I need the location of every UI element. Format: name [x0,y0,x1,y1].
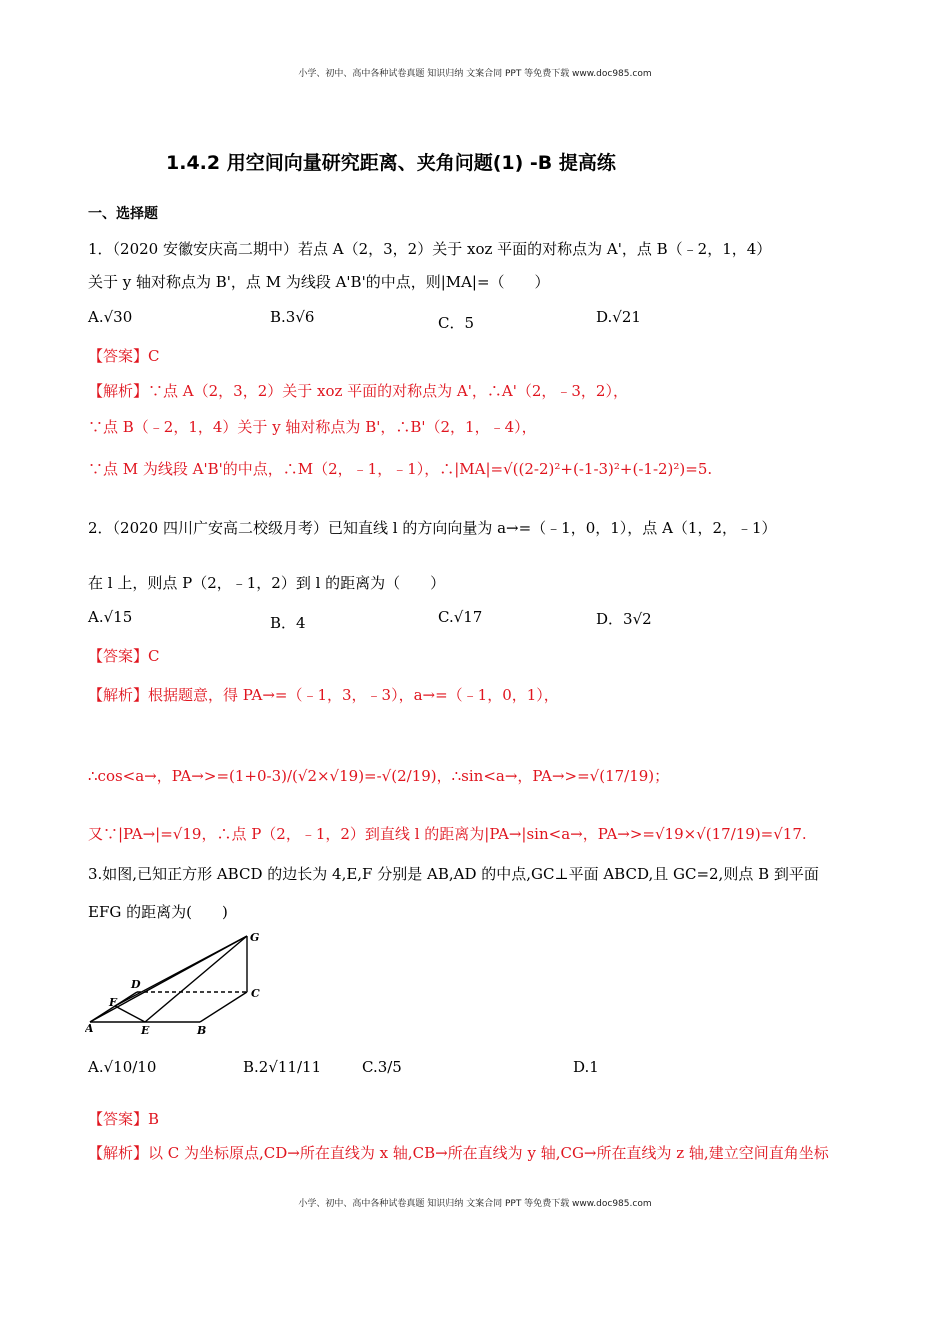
q2-explanation-2: ∴cos<a→，PA→>=(1+0-3)/(√2×√19)=-√(2/19)，∴sin<a→，PA→>=√(17/19)； [88,767,670,785]
section-heading: 一、选择题 [88,206,158,222]
q2-option-d: D．3√2 [596,610,652,628]
geometry-figure [85,928,275,1034]
page-header: 小学、初中、高中各种试卷真题 知识归纳 文案合同 PPT 等免费下载 www.doc985.com [298,69,652,79]
q2-stem-line1: 2．（2020 四川广安高二校级月考）已知直线 l 的方向向量为 a→=（﹣1，0，1），点 A（1，2，﹣1） [88,519,777,537]
q3-option-a: A.√10/10 [88,1058,157,1076]
page-footer: 小学、初中、高中各种试卷真题 知识归纳 文案合同 PPT 等免费下载 www.doc985.com [298,1199,652,1209]
page-title: 1.4.2 用空间向量研究距离、夹角问题(1) -B 提高练 [166,152,616,174]
label-a: A [85,1022,94,1034]
q3-stem-line1: 3.如图,已知正方形 ABCD 的边长为 4,E,F 分别是 AB,AD 的中点,GC⊥平面 ABCD,且 GC=2,则点 B 到平面 [88,865,819,883]
q3-explanation-1: 【解析】以 C 为坐标原点,CD→所在直线为 x 轴,CB→所在直线为 y 轴,CG→所在直线为 z 轴,建立空间直角坐标 [88,1144,829,1162]
q1-explanation-2: ∵点 B（﹣2，1，4）关于 y 轴对称点为 B'，∴B'（2，1，﹣4）， [88,418,537,436]
edge-bc [200,992,247,1022]
q2-explanation-1: 【解析】根据题意，得 PA→=（﹣1，3，﹣3），a→=（﹣1，0，1）， [88,686,559,704]
q2-option-a: A.√15 [88,608,133,626]
q1-option-c: C．5 [438,314,475,332]
q1-option-a: A.√30 [88,308,133,326]
q1-answer: 【答案】C [88,347,160,365]
q3-answer: 【答案】B [88,1110,160,1128]
q1-stem-line1: 1．（2020 安徽安庆高二期中）若点 A（2，3，2）关于 xoz 平面的对称点为 A'，点 B（﹣2，1，4） [88,240,772,258]
label-b: B [197,1024,207,1034]
q1-option-d: D.√21 [596,308,641,326]
q2-answer: 【答案】C [88,647,160,665]
q3-option-b: B.2√11/11 [243,1058,322,1076]
edge-eg [145,936,247,1022]
label-e: E [141,1024,150,1034]
edge-fg [115,936,247,1006]
q1-explanation-3: ∵点 M 为线段 A'B'的中点，∴M（2，﹣1，﹣1），∴|MA|=√((2-2)²+(-1-3)²+(-1-2)²)=5. [88,460,713,478]
edge-fe [115,1006,145,1022]
q3-option-c: C.3/5 [362,1058,402,1076]
label-g: G [250,931,260,944]
label-d: D [131,978,141,991]
q1-option-b: B.3√6 [270,308,315,326]
q3-option-d: D.1 [573,1058,599,1076]
q2-option-c: C.√17 [438,608,483,626]
q3-stem-line2: EFG 的距离为( ) [88,903,228,921]
q2-stem-line2: 在 l 上，则点 P（2，﹣1，2）到 l 的距离为（ ） [88,574,446,592]
q1-stem-line2: 关于 y 轴对称点为 B'，点 M 为线段 A'B'的中点，则|MA|=（ ） [88,273,550,291]
label-c: C [251,987,260,1000]
q1-explanation-1: 【解析】∵点 A（2，3，2）关于 xoz 平面的对称点为 A'，∴A'（2，﹣3，2）， [88,382,628,400]
label-f: F [109,996,117,1009]
q2-explanation-3: 又∵|PA→|=√19，∴点 P（2，﹣1，2）到直线 l 的距离为|PA→|sin<a→，PA→>=√19×√(17/19)=√17. [88,825,807,843]
q2-option-b: B．4 [270,614,306,632]
